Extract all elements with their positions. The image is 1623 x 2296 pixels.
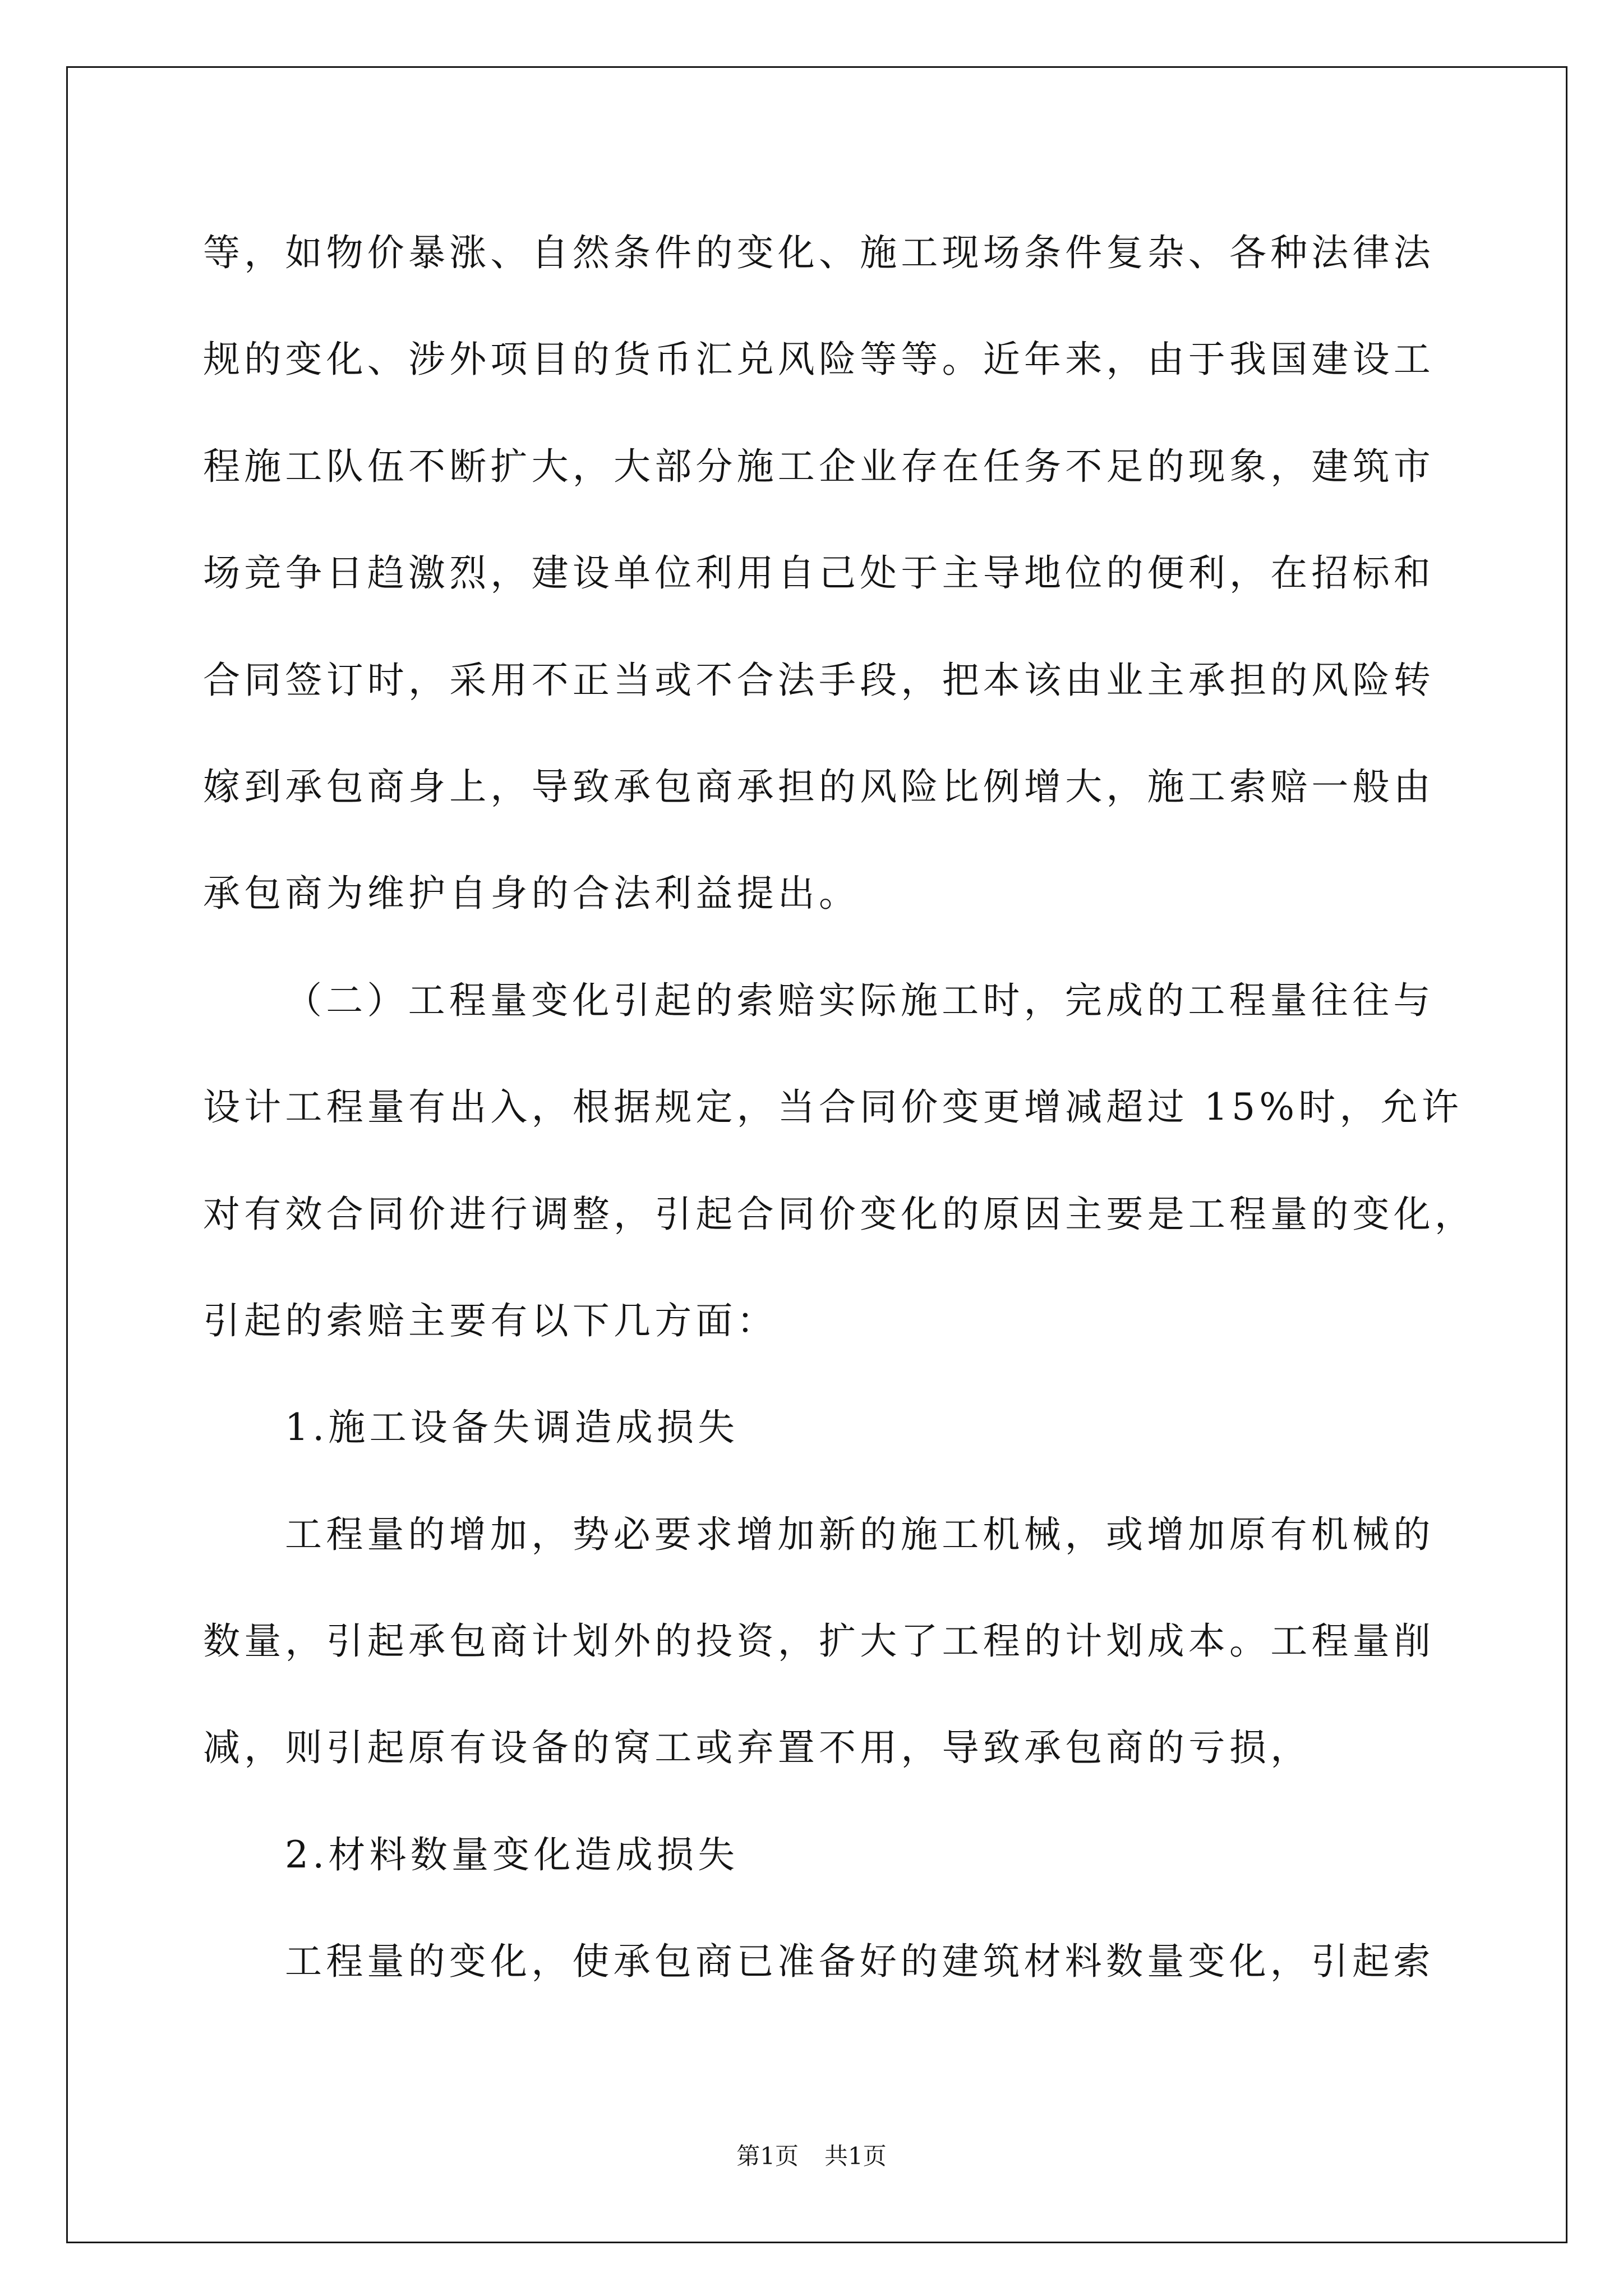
body-line: 设计工程量有出入，根据规定，当合同价变更增减超过 15%时，允许 [203, 1085, 1463, 1129]
body-line: 嫁到承包商身上，导致承包商承担的风险比例增大，施工索赔一般由 [203, 765, 1435, 808]
body-line: 合同签订时，采用不正当或不合法手段，把本该由业主承担的风险转 [203, 658, 1435, 702]
body-line: 数量，引起承包商计划外的投资，扩大了工程的计划成本。工程量削 [203, 1619, 1435, 1663]
body-line: 场竞争日趋激烈，建设单位利用自己处于主导地位的便利，在招标和 [203, 551, 1435, 595]
body-line: 承包商为维护自身的合法利益提出。 [203, 872, 860, 915]
body-line: 程施工队伍不断扩大，大部分施工企业存在任务不足的现象，建筑市 [203, 444, 1435, 488]
subsection-heading: 1.施工设备失调造成损失 [285, 1406, 739, 1450]
body-line: 规的变化、涉外项目的货币汇兑风险等等。近年来，由于我国建设工 [203, 338, 1435, 381]
page-footer [0, 2139, 1623, 2173]
page-total-label: 共1页 [824, 2142, 887, 2170]
body-line: 减，则引起原有设备的窝工或弃置不用，导致承包商的亏损， [203, 1726, 1312, 1770]
document-body [203, 200, 1504, 2016]
body-line: 对有效合同价进行调整，引起合同价变化的原因主要是工程量的变化， [203, 1192, 1476, 1236]
body-line: 引起的索赔主要有以下几方面： [203, 1299, 778, 1342]
section-heading-line: （二）工程量变化引起的索赔实际施工时，完成的工程量往往与 [285, 978, 1435, 1022]
body-line: 等，如物价暴涨、自然条件的变化、施工现场条件复杂、各种法律法 [203, 231, 1435, 274]
subsection-heading: 2.材料数量变化造成损失 [285, 1833, 739, 1876]
body-line: 工程量的增加，势必要求增加新的施工机械，或增加原有机械的 [285, 1512, 1435, 1556]
body-line: 工程量的变化，使承包商已准备好的建筑材料数量变化，引起索 [285, 1940, 1435, 1984]
page-number-label: 第1页 [736, 2142, 799, 2170]
